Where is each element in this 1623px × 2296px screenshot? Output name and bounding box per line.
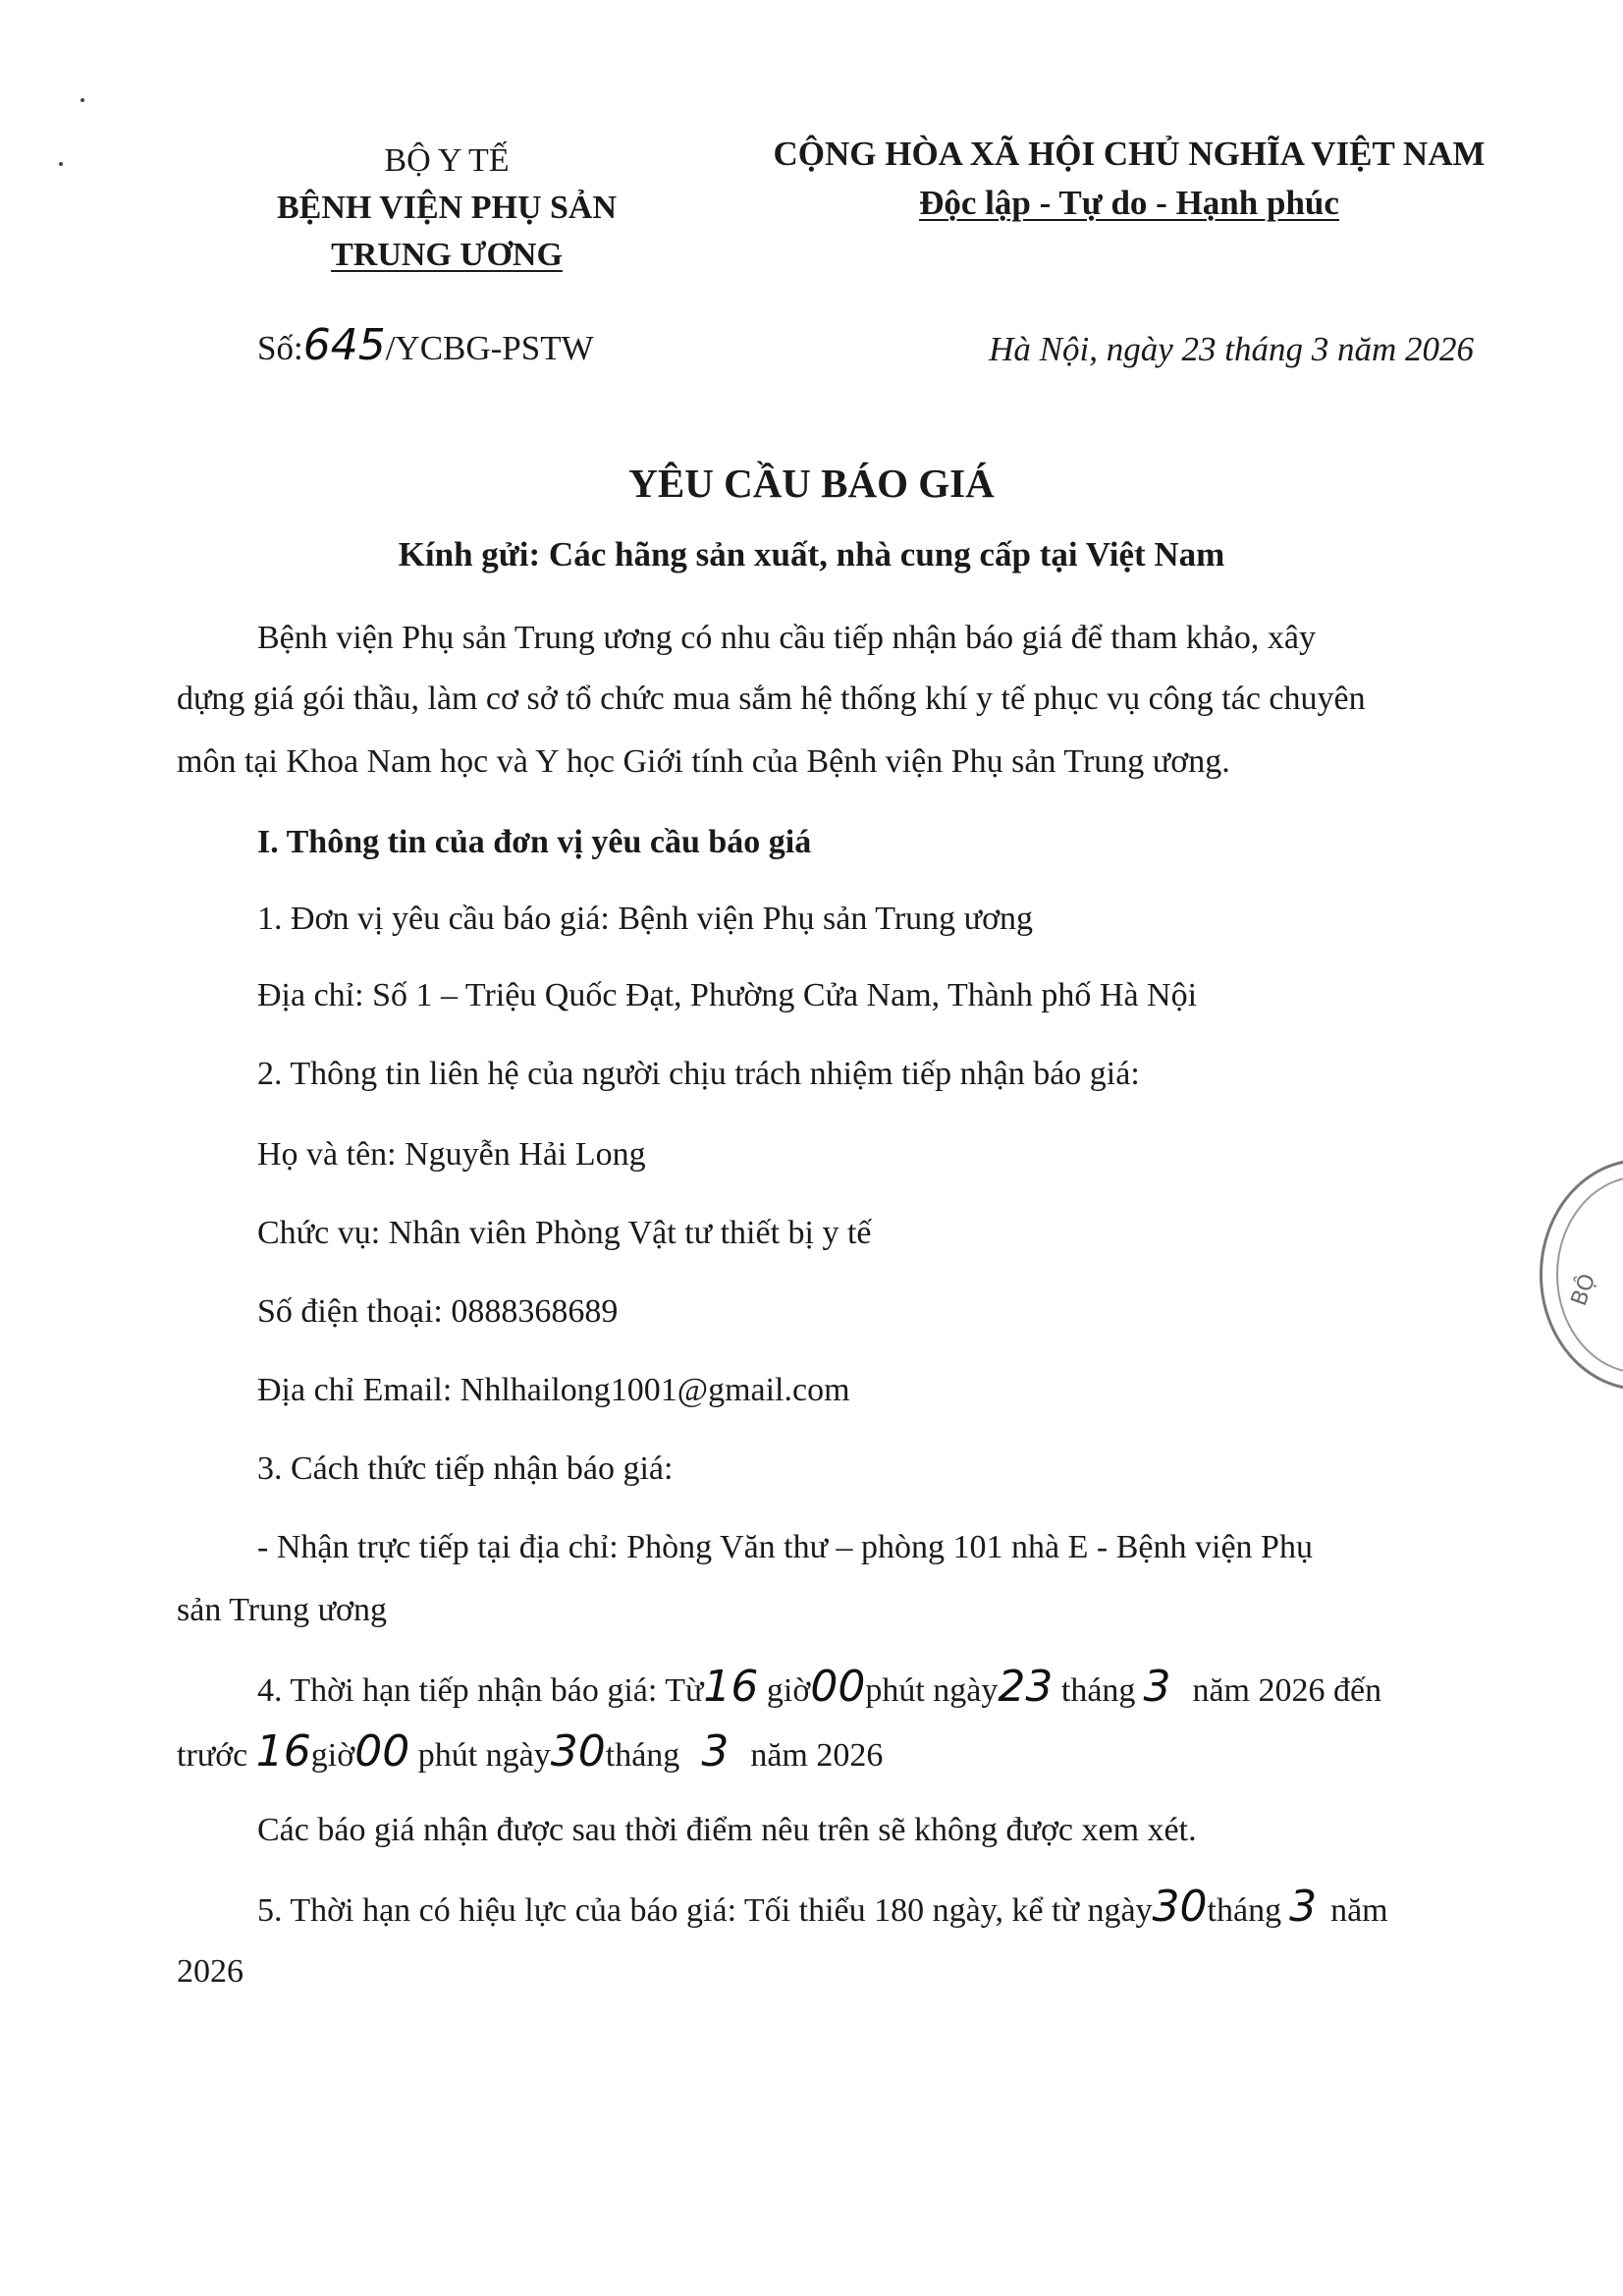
- handwritten-day-start: 23: [998, 1662, 1054, 1712]
- item-4-text: tháng: [1053, 1672, 1136, 1709]
- nation-motto: Độc lập - Tự do - Hạnh phúc: [919, 184, 1339, 222]
- item-4-text: giờ: [310, 1737, 355, 1774]
- page-title: YÊU CẦU BÁO GIÁ: [628, 461, 995, 506]
- item-4-text: phút ngày: [409, 1737, 551, 1774]
- ministry-name: BỘ Y TẾ: [384, 142, 510, 179]
- item-3: 3. Cách thức tiếp nhận báo giá:: [257, 1450, 674, 1487]
- item-4-text: trước: [177, 1737, 256, 1774]
- handwritten-month-end: 3: [701, 1726, 730, 1777]
- scan-speck: [59, 162, 63, 166]
- date-line: Hà Nội, ngày 23 tháng 3 năm 2026: [989, 330, 1474, 368]
- item-5-line-2: 2026: [177, 1953, 243, 1990]
- item-1: 1. Đơn vị yêu cầu báo giá: Bệnh viện Phụ sản Trung ương: [257, 901, 1034, 937]
- intro-line-2: dựng giá gói thầu, làm cơ sở tổ chức mua sắm hệ thống khí y tế phục vụ công tác chuyên: [177, 681, 1366, 717]
- handwritten-day-end: 30: [550, 1726, 606, 1777]
- item-4-line-1: [257, 1662, 1382, 1713]
- section-1-heading: I. Thông tin của đơn vị yêu cầu báo giá: [257, 824, 812, 860]
- item-2: 2. Thông tin liên hệ của người chịu trách nhiệm tiếp nhận báo giá:: [257, 1056, 1140, 1092]
- intro-line-1: Bệnh viện Phụ sản Trung ương có nhu cầu tiếp nhận báo giá để tham khảo, xây: [257, 620, 1316, 656]
- handwritten-validity-day: 30: [1152, 1882, 1208, 1932]
- recipient-line: Kính gửi: Các hãng sản xuất, nhà cung cấp tại Việt Nam: [398, 535, 1225, 574]
- late-note: Các báo giá nhận được sau thời điểm nêu trên sẽ không được xem xét.: [257, 1812, 1197, 1848]
- doc-number-prefix: Số:: [257, 329, 303, 367]
- nation-title: CỘNG HÒA XÃ HỘI CHỦ NGHĨA VIỆT NAM: [773, 135, 1486, 173]
- stamp-text: BỘ: [1566, 1270, 1601, 1310]
- handwritten-month-start: 3: [1143, 1662, 1171, 1712]
- intro-line-3: môn tại Khoa Nam học và Y học Giới tính của Bệnh viện Phụ sản Trung ương.: [177, 743, 1230, 780]
- scan-speck: [81, 98, 84, 102]
- handwritten-validity-month: 3: [1289, 1882, 1318, 1932]
- doc-number-handwritten: 645: [302, 320, 386, 370]
- contact-phone: Số điện thoại: 0888368689: [257, 1293, 619, 1330]
- handwritten-hour-start: 16: [703, 1662, 759, 1712]
- handwritten-minute-start: 00: [810, 1662, 866, 1712]
- header-left: [211, 137, 682, 279]
- handwritten-minute-end: 00: [354, 1726, 410, 1777]
- item-4-text: 4. Thời hạn tiếp nhận báo giá: Từ: [257, 1672, 704, 1709]
- contact-position: Chức vụ: Nhân viên Phòng Vật tư thiết bị y tế: [257, 1215, 872, 1251]
- handwritten-hour-end: 16: [255, 1726, 311, 1777]
- item-4-line-2: [177, 1726, 884, 1777]
- item-4-text: tháng: [605, 1737, 680, 1774]
- official-stamp: [1540, 1159, 1623, 1391]
- doc-number-suffix: /YCBG-PSTW: [385, 329, 594, 367]
- item-5-line-1: [257, 1882, 1388, 1933]
- hospital-name-line1: BỆNH VIỆN PHỤ SẢN: [276, 190, 618, 226]
- item-4-text: giờ: [758, 1672, 811, 1709]
- hospital-name-line2: TRUNG ƯƠNG: [331, 237, 563, 273]
- item-3-detail-line-2: sản Trung ương: [177, 1592, 388, 1628]
- address-line: Địa chỉ: Số 1 – Triệu Quốc Đạt, Phường Cửa Nam, Thành phố Hà Nội: [257, 977, 1198, 1013]
- document-number: [257, 320, 594, 370]
- item-5-text: năm: [1330, 1892, 1388, 1929]
- item-4-text: năm 2026 đến: [1192, 1672, 1382, 1709]
- contact-email: Địa chỉ Email: Nhlhailong1001@gmail.com: [257, 1372, 850, 1408]
- item-5-text: 5. Thời hạn có hiệu lực của báo giá: Tối thiểu 180 ngày, kể từ ngày: [257, 1892, 1153, 1929]
- contact-name: Họ và tên: Nguyễn Hải Long: [257, 1136, 646, 1173]
- header-right: [687, 130, 1571, 228]
- item-4-text: năm 2026: [750, 1737, 884, 1774]
- item-4-text: phút ngày: [865, 1672, 999, 1709]
- item-3-detail-line-1: - Nhận trực tiếp tại địa chỉ: Phòng Văn thư – phòng 101 nhà E - Bệnh viện Phụ: [257, 1529, 1313, 1565]
- item-5-text: tháng: [1207, 1892, 1282, 1929]
